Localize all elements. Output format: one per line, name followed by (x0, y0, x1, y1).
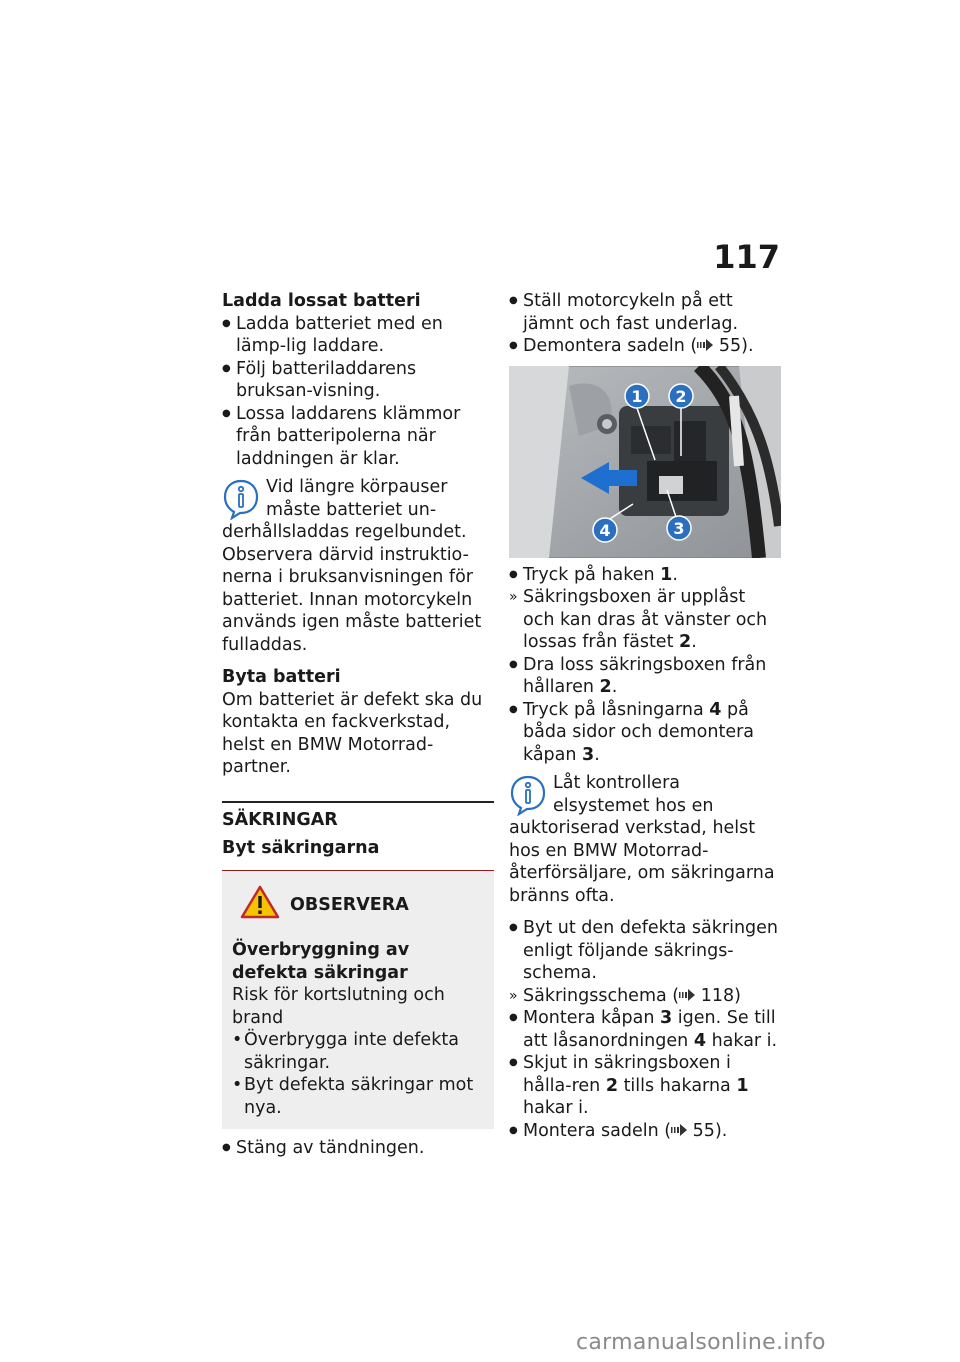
page-number: 117 (713, 238, 780, 276)
fuse-box-photo (509, 366, 781, 558)
heading-charge-battery: Ladda lossat batteri (222, 291, 421, 311)
warning-text: Risk för kortslutning och brand (232, 985, 445, 1028)
warning-header (240, 885, 484, 926)
watermark: carmanualsonline.info (576, 1330, 826, 1355)
info-icon (509, 774, 547, 816)
heading-replace-battery: Byta batteri (222, 667, 341, 687)
list-item: ● Dra loss säkringsboxen från hållaren 2. (509, 654, 781, 699)
warning-box (222, 871, 494, 1130)
result-item: » Säkringsschema ( 118) (509, 985, 741, 1006)
warning-label: OBSERVERA (290, 894, 409, 915)
list-item: • Byt defekta säkringar mot nya. (232, 1074, 484, 1119)
list-item: ● Byt ut den defekta säkringen enligt följande säkrings-schema. (509, 917, 781, 985)
info-icon (222, 478, 260, 520)
callout-1: 1 (631, 386, 643, 406)
list-item: ● Följ batteriladdarens bruksan-visning. (222, 358, 494, 403)
list-item: ● Lossa laddarens klämmor från batteripolerna när laddningen är klar. (222, 403, 494, 471)
warning-title: Överbryggning av defekta säkringar (232, 940, 410, 983)
right-column (509, 290, 781, 1142)
page-reference-arrow-icon (697, 336, 713, 350)
list-item: ● Ställ motorcykeln på ett jämnt och fast underlag. (509, 290, 781, 335)
left-column (222, 290, 494, 1160)
list-item: ● Tryck på haken 1. (509, 564, 781, 587)
list-item: • Överbrygga inte defekta säkringar. (232, 1029, 484, 1074)
callout-3: 3 (673, 518, 685, 538)
page-reference[interactable]: 55 (692, 1120, 715, 1141)
list-item: ● Stäng av tändningen. (222, 1137, 494, 1160)
paragraph: Om batteriet är defekt ska du kontakta en fackverkstad, helst en BMW Motorrad-partner. (222, 689, 483, 777)
list-item: ● Ladda batteriet med en lämp-lig laddare. (222, 313, 494, 358)
text: Demontera sadeln ( (523, 336, 698, 356)
page-reference[interactable]: 118 (700, 985, 735, 1006)
text: ). (741, 336, 754, 356)
list-item: ● Tryck på låsningarna 4 på båda sidor och demontera kåpan 3. (509, 699, 781, 767)
callout-4: 4 (599, 520, 611, 540)
page-reference-arrow-icon (671, 1121, 687, 1135)
page-reference[interactable]: 55 (718, 336, 742, 356)
list-item: ● Montera sadeln ( 55). (509, 1120, 781, 1143)
info-note (222, 476, 494, 656)
page-reference-arrow-icon (679, 986, 695, 1000)
section-title: SÄKRINGAR (222, 809, 338, 830)
callout-2: 2 (675, 386, 687, 406)
subsection-title: Byt säkringarna (222, 838, 380, 858)
list-item (509, 335, 781, 358)
list-item: ● Montera kåpan 3 igen. Se till att låsanordningen 4 hakar i. (509, 1007, 781, 1052)
info-note (509, 772, 781, 907)
info-note-text: Låt kontrollera elsystemet hos en auktoriserad verkstad, helst hos en BMW Motorrad-återförsäljare, om säkringarna bränns ofta. (509, 773, 775, 906)
warning-triangle-icon (240, 885, 280, 926)
list-item: ● Skjut in säkringsboxen i hålla-ren 2 tills hakarna 1 hakar i. (509, 1052, 781, 1120)
info-note-text: Vid längre körpauser måste batteriet un-derhållsladdas regelbundet. Observera därvid instruktio-nerna i bruksanvisningen för batteriet. Innan motorcykeln används igen måste batteriet fulladdas. (222, 477, 482, 655)
result-item: » Säkringsboxen är upplåst och kan dras åt vänster och lossas från fästet 2. (509, 587, 768, 652)
